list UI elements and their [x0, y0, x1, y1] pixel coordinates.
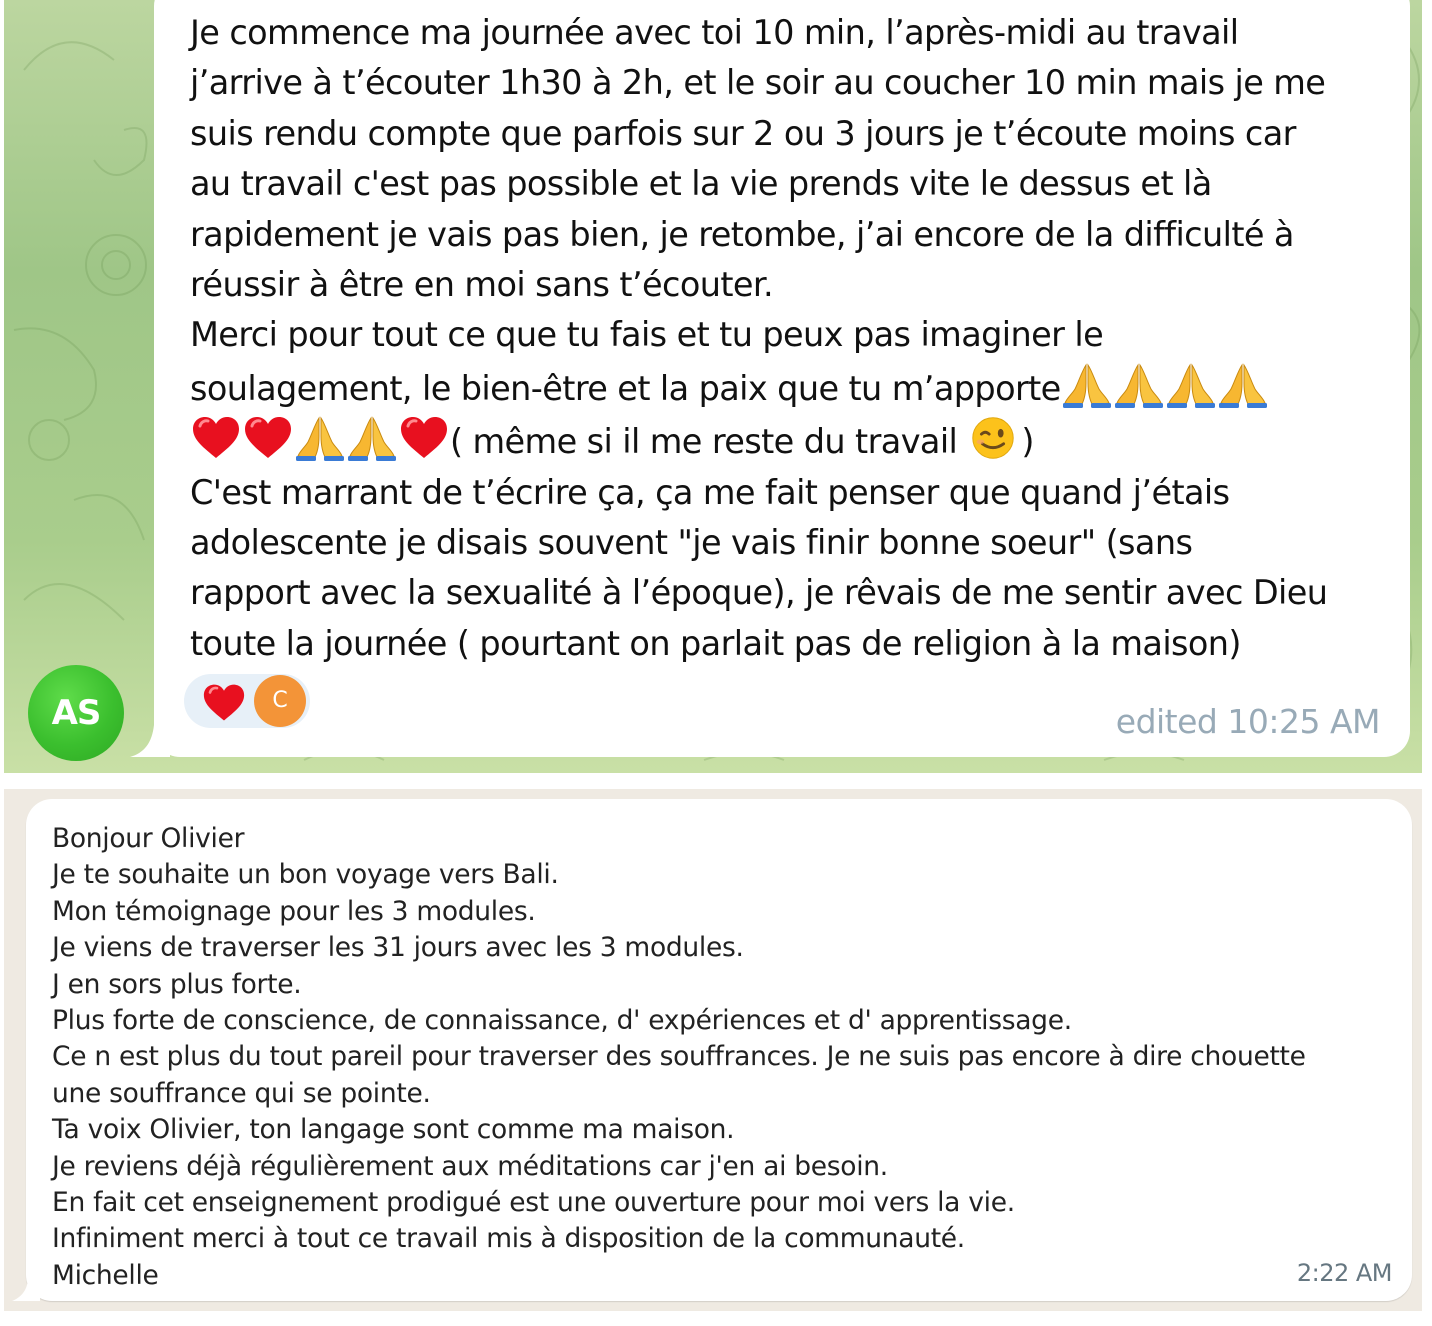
message-line: J en sors plus forte. [52, 968, 302, 1000]
message-timestamp: edited 10:25 AM [1115, 702, 1380, 741]
message-line-with-emoji [190, 361, 1390, 414]
message-line-with-emoji [190, 414, 1390, 467]
message-line: une souffrance qui se pointe. [52, 1077, 431, 1109]
message-text [52, 821, 1402, 1294]
telegram-chat-screenshot [4, 0, 1422, 773]
message-line: Je reviens déjà régulièrement aux méditations car j'en ai besoin. [52, 1150, 888, 1182]
heart-emoji-icon [398, 414, 450, 462]
message-line: au travail c'est pas possible et la vie prends vite le dessus et là [190, 164, 1212, 204]
message-timestamp: 2:22 AM [1296, 1259, 1392, 1287]
message-line: Merci pour tout ce que tu fais et tu peux pas imaginer le [190, 315, 1104, 355]
message-line: Bonjour Olivier [52, 823, 245, 854]
message-text [190, 8, 1390, 669]
message-line: En fait cet enseignement prodigué est une ouverture pour moi vers la vie. [52, 1187, 1015, 1219]
message-line: Je viens de traverser les 31 jours avec les 3 modules. [52, 932, 744, 964]
heart-emoji-icon [190, 414, 242, 462]
sender-avatar[interactable]: AS [28, 665, 124, 761]
message-line: toute la journée ( pourtant on parlait pas de religion à la maison) [190, 623, 1241, 663]
reactor-avatar[interactable]: C [254, 675, 306, 727]
bubble-tail [130, 725, 170, 757]
message-line-text: soulagement, le bien-être et la paix que tu m’apporte [190, 368, 1061, 408]
heart-reaction-icon [200, 682, 248, 724]
pray-emoji-icon [1217, 361, 1269, 409]
pray-emoji-icon [346, 414, 398, 462]
message-line: suis rendu compte que parfois sur 2 ou 3 jours je t’écoute moins car [190, 113, 1296, 153]
pray-emoji-icon [1113, 361, 1165, 409]
pray-emoji-icon [294, 414, 346, 462]
message-line: Je commence ma journée avec toi 10 min, l’après-midi au travail [190, 13, 1239, 52]
message-line: rapidement je vais pas bien, je retombe, j’ai encore de la difficulté à [190, 214, 1294, 254]
message-line: Plus forte de conscience, de connaissance, d' expériences et d' apprentissage. [52, 1005, 1072, 1037]
heart-emoji-icon [242, 414, 294, 462]
message-line-text: ( même si il me reste du travail [450, 422, 968, 462]
whatsapp-chat-screenshot [4, 789, 1422, 1311]
message-line-text: ) [1021, 422, 1034, 462]
wink-emoji-icon [967, 414, 1021, 462]
message-line: adolescente je disais souvent "je vais finir bonne soeur" (sans [190, 523, 1193, 563]
pray-emoji-icon [1165, 361, 1217, 409]
message-line: Ce n est plus du tout pareil pour traverser des souffrances. Je ne suis pas encore à dire chouette [52, 1041, 1306, 1073]
message-signature: Michelle [52, 1259, 159, 1291]
message-bubble[interactable] [154, 0, 1410, 757]
pray-emoji-icon [1061, 361, 1113, 409]
message-line: Ta voix Olivier, ton langage sont comme ma maison. [52, 1114, 735, 1146]
message-line: rapport avec la sexualité à l’époque), je rêvais de me sentir avec Dieu [190, 573, 1328, 613]
bubble-tail [12, 1277, 40, 1301]
reaction-chip[interactable] [184, 674, 310, 728]
message-line: j’arrive à t’écouter 1h30 à 2h, et le soir au coucher 10 min mais je me [190, 63, 1326, 103]
message-line: réussir à être en moi sans t’écouter. [190, 265, 774, 305]
message-line: Infiniment merci à tout ce travail mis à disposition de la communauté. [52, 1223, 965, 1255]
message-line: C'est marrant de t’écrire ça, ça me fait penser que quand j’étais [190, 472, 1230, 512]
message-bubble[interactable] [26, 799, 1412, 1301]
message-line: Je te souhaite un bon voyage vers Bali. [52, 859, 559, 891]
message-line: Mon témoignage pour les 3 modules. [52, 895, 536, 927]
